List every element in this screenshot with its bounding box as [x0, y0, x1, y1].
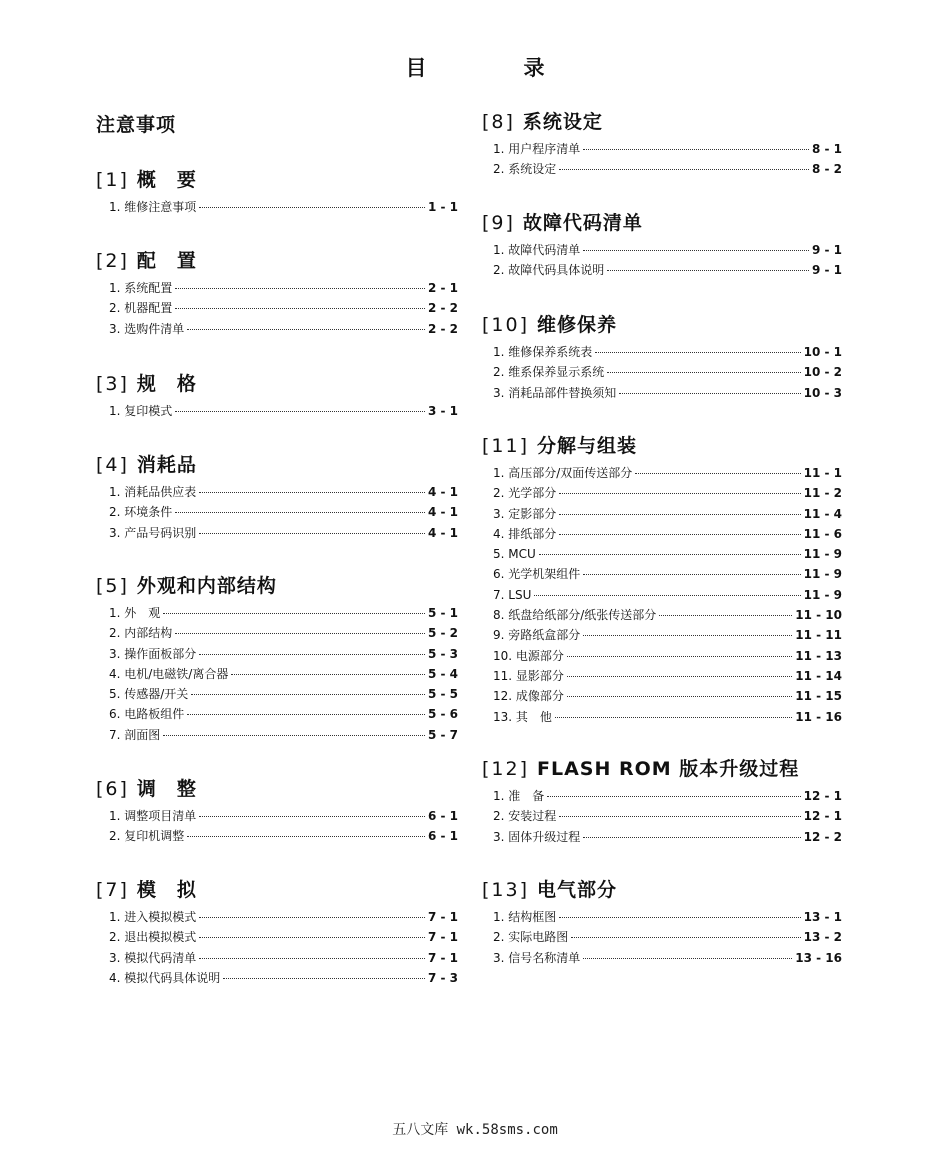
- toc-section: [482, 875, 842, 968]
- dot-leader: [539, 554, 801, 555]
- toc-entry[interactable]: [482, 362, 842, 382]
- dot-leader: [199, 958, 425, 959]
- dot-leader: [175, 288, 425, 289]
- section-heading: [482, 208, 842, 238]
- section-number: [3]: [96, 373, 129, 395]
- toc-entry-label: 1. 准 备: [493, 789, 545, 803]
- section-heading: [96, 875, 458, 905]
- section-heading: [482, 107, 842, 137]
- toc-entry[interactable]: [96, 968, 458, 988]
- section-number: [5]: [96, 575, 129, 597]
- toc-entry[interactable]: [482, 806, 842, 826]
- toc-entry-label: 2. 机器配置: [109, 301, 173, 316]
- dot-leader: [635, 473, 800, 474]
- toc-entry[interactable]: [482, 786, 842, 806]
- toc-entry[interactable]: [482, 646, 842, 666]
- toc-entry-page: 10 - 3: [803, 385, 842, 400]
- toc-entry-page: 6 - 1: [427, 829, 458, 844]
- toc-entry[interactable]: [96, 603, 458, 623]
- section-heading: [96, 571, 458, 601]
- section-title: 外观和内部结构: [136, 575, 277, 597]
- dot-leader: [567, 656, 792, 657]
- toc-entry[interactable]: [482, 139, 842, 159]
- toc-entry-label: 1. 维修注意事项: [109, 200, 197, 214]
- toc-entry-page: 2 - 2: [427, 321, 458, 336]
- dot-leader: [559, 816, 800, 817]
- toc-entry[interactable]: [96, 523, 458, 543]
- toc-entry-page: 5 - 4: [427, 666, 458, 681]
- section-title: 配 置: [136, 250, 197, 272]
- section-title: 维修保养: [537, 314, 618, 336]
- toc-entry[interactable]: [482, 159, 842, 179]
- dot-leader: [187, 329, 425, 330]
- section-heading: [96, 165, 458, 195]
- section-title: 调 整: [136, 778, 197, 800]
- toc-entry[interactable]: [482, 707, 842, 727]
- section-title: 概 要: [136, 169, 197, 191]
- toc-entry[interactable]: [482, 666, 842, 686]
- toc-entry[interactable]: [96, 482, 458, 502]
- dot-leader: [583, 149, 809, 150]
- dot-leader: [175, 308, 425, 309]
- toc-section: [482, 208, 842, 281]
- toc-entry[interactable]: [482, 342, 842, 362]
- dot-leader: [199, 207, 425, 208]
- toc-entry-page: 13 - 16: [795, 950, 842, 965]
- dot-leader: [223, 978, 425, 979]
- toc-entry-label: 1. 高压部分/双面传送部分: [493, 466, 633, 480]
- toc-entry-label: 1. 维修保养系统表: [493, 345, 593, 359]
- toc-entry-label: 9. 旁路纸盒部分: [493, 628, 581, 643]
- toc-entry[interactable]: [96, 684, 458, 704]
- toc-entry-page: 8 - 1: [811, 142, 842, 156]
- dot-leader: [175, 512, 425, 513]
- toc-entry[interactable]: [482, 544, 842, 564]
- toc-entry-label: 1. 结构框图: [493, 910, 557, 924]
- section-title: 模 拟: [136, 879, 197, 901]
- toc-entry-label: 7. 剖面图: [109, 727, 161, 742]
- toc-entry-page: 11 - 9: [803, 547, 842, 562]
- dot-leader: [187, 714, 425, 715]
- dot-leader: [583, 958, 792, 959]
- toc-entry-label: 3. 定影部分: [493, 506, 557, 521]
- toc-entry-page: 9 - 1: [811, 243, 842, 257]
- toc-entry-label: 2. 内部结构: [109, 626, 173, 641]
- toc-entry-page: 5 - 5: [427, 687, 458, 702]
- toc-entry[interactable]: [482, 827, 842, 847]
- section-heading: [96, 369, 458, 399]
- dot-leader: [559, 514, 800, 515]
- toc-entry-page: 5 - 2: [427, 626, 458, 641]
- section-heading: [96, 774, 458, 804]
- notice-heading: 注意事项: [96, 114, 177, 136]
- toc-entry-page: 11 - 9: [803, 567, 842, 582]
- toc-entry-page: 11 - 16: [795, 709, 842, 724]
- toc-entry[interactable]: [96, 623, 458, 643]
- section-heading: [96, 246, 458, 276]
- toc-entry-page: 11 - 15: [795, 689, 842, 704]
- section-title: 规 格: [136, 373, 197, 395]
- section-heading: [482, 310, 842, 340]
- toc-section: [96, 450, 458, 543]
- toc-entry-page: 11 - 14: [795, 668, 842, 683]
- dot-leader: [583, 250, 809, 251]
- toc-entry[interactable]: [96, 278, 458, 298]
- toc-entry[interactable]: [96, 664, 458, 684]
- toc-section: [482, 310, 842, 403]
- toc-entry-page: 4 - 1: [427, 525, 458, 540]
- toc-section: [96, 571, 458, 745]
- toc-entry-page: 13 - 2: [803, 930, 842, 945]
- toc-entry-page: 7 - 3: [427, 970, 458, 985]
- dot-leader: [163, 613, 425, 614]
- toc-entry-page: 11 - 10: [795, 608, 842, 623]
- dot-leader: [175, 411, 425, 412]
- section-title: 系统设定: [522, 111, 603, 133]
- toc-entry-label: 2. 环境条件: [109, 505, 173, 520]
- toc-entry[interactable]: [96, 197, 458, 217]
- section-number: [13]: [482, 879, 530, 901]
- dot-leader: [555, 717, 792, 718]
- toc-entry-page: 5 - 1: [427, 606, 458, 620]
- toc-entry-page: 5 - 3: [427, 646, 458, 661]
- dot-leader: [547, 796, 800, 797]
- toc-entry-label: 3. 固体升级过程: [493, 829, 581, 844]
- dot-leader: [571, 937, 800, 938]
- dot-leader: [534, 595, 800, 596]
- dot-leader: [199, 533, 425, 534]
- toc-entry-label: 2. 维系保养显示系统: [493, 365, 605, 380]
- toc-entry[interactable]: [96, 948, 458, 968]
- toc-entry-label: 1. 外 观: [109, 606, 161, 620]
- toc-entry-label: 8. 纸盘给纸部分/纸张传送部分: [493, 608, 657, 623]
- dot-leader: [567, 676, 792, 677]
- toc-entry-label: 3. 选购件清单: [109, 321, 185, 336]
- section-title: 电气部分: [537, 879, 618, 901]
- toc-entry[interactable]: [96, 725, 458, 745]
- toc-entry[interactable]: [96, 704, 458, 724]
- toc-entry-page: 4 - 1: [427, 505, 458, 520]
- section-heading: [482, 754, 842, 784]
- section-heading: [482, 431, 842, 461]
- toc-entry[interactable]: [96, 319, 458, 339]
- toc-entry-label: 13. 其 他: [493, 709, 552, 724]
- dot-leader: [199, 937, 425, 938]
- section-number: [11]: [482, 435, 530, 457]
- toc-entry-label: 2. 光学部分: [493, 486, 557, 501]
- section-title: 消耗品: [136, 454, 197, 476]
- dot-leader: [595, 352, 800, 353]
- toc-entry-page: 12 - 1: [803, 789, 842, 803]
- toc-entry[interactable]: [96, 826, 458, 846]
- toc-entry-page: 6 - 1: [427, 809, 458, 823]
- toc-entry-page: 7 - 1: [427, 910, 458, 924]
- toc-entry-label: 1. 进入模拟模式: [109, 910, 197, 924]
- toc-entry[interactable]: [96, 907, 458, 927]
- toc-section: [96, 165, 458, 217]
- dot-leader: [175, 633, 425, 634]
- toc-entry-page: 11 - 4: [803, 506, 842, 521]
- toc-entry-label: 3. 模拟代码清单: [109, 950, 197, 965]
- toc-entry-page: 3 - 1: [427, 404, 458, 418]
- toc-entry-label: 1. 用户程序清单: [493, 142, 581, 156]
- dot-leader: [559, 169, 809, 170]
- toc-entry[interactable]: [96, 502, 458, 522]
- toc-entry-page: 10 - 1: [803, 345, 842, 359]
- toc-entry-label: 5. 传感器/开关: [109, 687, 189, 702]
- toc-entry-page: 5 - 6: [427, 707, 458, 722]
- section-number: [8]: [482, 111, 515, 133]
- toc-section: [482, 431, 842, 727]
- toc-entry[interactable]: [482, 483, 842, 503]
- toc-entry-label: 1. 复印模式: [109, 404, 173, 418]
- dot-leader: [619, 393, 800, 394]
- toc-entry-label: 5. MCU: [493, 547, 536, 562]
- dot-leader: [199, 816, 425, 817]
- toc-entry[interactable]: [482, 585, 842, 605]
- section-title: FLASH ROM 版本升级过程: [537, 758, 800, 780]
- toc-entry-label: 4. 电机/电磁铁/离合器: [109, 666, 229, 681]
- toc-section: [96, 774, 458, 847]
- dot-leader: [163, 735, 425, 736]
- toc-entry-label: 4. 排纸部分: [493, 526, 557, 541]
- section-heading: [96, 450, 458, 480]
- toc-entry[interactable]: [482, 524, 842, 544]
- dot-leader: [199, 654, 425, 655]
- toc-entry[interactable]: [96, 644, 458, 664]
- dot-leader: [583, 837, 800, 838]
- toc-entry-label: 10. 电源部分: [493, 648, 564, 663]
- toc-entry[interactable]: [482, 907, 842, 927]
- toc-entry[interactable]: [482, 240, 842, 260]
- dot-leader: [231, 674, 425, 675]
- toc-entry-page: 7 - 1: [427, 950, 458, 965]
- toc-entry-label: 2. 退出模拟模式: [109, 930, 197, 945]
- toc-entry-page: 4 - 1: [427, 485, 458, 499]
- toc-entry-label: 1. 故障代码清单: [493, 243, 581, 257]
- toc-entry-label: 2. 系统设定: [493, 162, 557, 177]
- toc-entry-page: 5 - 7: [427, 727, 458, 742]
- toc-entry[interactable]: [482, 686, 842, 706]
- section-number: [4]: [96, 454, 129, 476]
- toc-section: [96, 369, 458, 421]
- dot-leader: [199, 917, 425, 918]
- toc-entry-label: 7. LSU: [493, 587, 532, 602]
- toc-section: [482, 754, 842, 847]
- toc-entry[interactable]: [482, 605, 842, 625]
- dot-leader: [659, 615, 792, 616]
- toc-entry-page: 9 - 1: [811, 263, 842, 278]
- section-number: [9]: [482, 212, 515, 234]
- toc-entry-page: 11 - 13: [795, 648, 842, 663]
- dot-leader: [607, 270, 809, 271]
- dot-leader: [187, 836, 425, 837]
- toc-entry-label: 2. 故障代码具体说明: [493, 263, 605, 278]
- toc-entry-label: 3. 消耗品部件替换须知: [493, 385, 617, 400]
- dot-leader: [567, 696, 792, 697]
- toc-entry[interactable]: [482, 625, 842, 645]
- toc-entry-label: 11. 显影部分: [493, 668, 564, 683]
- section-number: [7]: [96, 879, 129, 901]
- toc-entry[interactable]: [96, 298, 458, 318]
- toc-entry-label: 4. 模拟代码具体说明: [109, 970, 221, 985]
- section-number: [12]: [482, 758, 530, 780]
- toc-entry-label: 1. 系统配置: [109, 281, 173, 295]
- toc-entry-label: 3. 产品号码识别: [109, 525, 197, 540]
- toc-entry[interactable]: [482, 504, 842, 524]
- dot-leader: [559, 917, 800, 918]
- toc-entry[interactable]: [482, 927, 842, 947]
- toc-entry-label: 2. 复印机调整: [109, 829, 185, 844]
- toc-entry-page: 2 - 2: [427, 301, 458, 316]
- dot-leader: [559, 493, 800, 494]
- toc-entry-label: 3. 信号名称清单: [493, 950, 581, 965]
- toc-entry-page: 8 - 2: [811, 162, 842, 177]
- toc-entry-page: 12 - 1: [803, 809, 842, 824]
- toc-entry-label: 1. 调整项目清单: [109, 809, 197, 823]
- toc-entry[interactable]: [482, 260, 842, 280]
- toc-entry-page: 11 - 11: [795, 628, 842, 643]
- toc-entry-page: 2 - 1: [427, 281, 458, 295]
- toc-entry-page: 7 - 1: [427, 930, 458, 945]
- toc-entry[interactable]: [96, 401, 458, 421]
- toc-entry-label: 2. 实际电路图: [493, 930, 569, 945]
- toc-entry-page: 11 - 6: [803, 526, 842, 541]
- toc-section: [96, 246, 458, 339]
- toc-entry-page: 10 - 2: [803, 365, 842, 380]
- toc-entry-label: 3. 操作面板部分: [109, 646, 197, 661]
- toc-entry-label: 6. 电路板组件: [109, 707, 185, 722]
- toc-section: [482, 107, 842, 180]
- dot-leader: [559, 534, 800, 535]
- toc-entry-page: 13 - 1: [803, 910, 842, 924]
- toc-entry-label: 2. 安装过程: [493, 809, 557, 824]
- dot-leader: [607, 372, 800, 373]
- toc-entry[interactable]: [482, 383, 842, 403]
- toc-entry-label: 12. 成像部分: [493, 689, 564, 704]
- section-number: [6]: [96, 778, 129, 800]
- toc-section: [96, 875, 458, 988]
- footer-watermark: 五八文库 wk.58sms.com: [392, 1122, 558, 1138]
- toc-entry[interactable]: [96, 927, 458, 947]
- section-number: [1]: [96, 169, 129, 191]
- toc-entry-label: 6. 光学机架组件: [493, 567, 581, 582]
- toc-entry[interactable]: [482, 948, 842, 968]
- dot-leader: [583, 574, 800, 575]
- toc-entry-page: 1 - 1: [427, 200, 458, 214]
- toc-entry-page: 11 - 9: [803, 587, 842, 602]
- section-title: 故障代码清单: [522, 212, 643, 234]
- toc-entry[interactable]: [482, 463, 842, 483]
- toc-entry-label: 1. 消耗品供应表: [109, 485, 197, 499]
- toc-entry-page: 12 - 2: [803, 829, 842, 844]
- section-title: 分解与组装: [537, 435, 638, 457]
- section-heading: [482, 875, 842, 905]
- section-number: [10]: [482, 314, 530, 336]
- toc-entry[interactable]: [482, 564, 842, 584]
- toc-entry-page: 11 - 1: [803, 466, 842, 480]
- section-number: [2]: [96, 250, 129, 272]
- page-title: 目 录: [405, 56, 583, 80]
- toc-entry[interactable]: [96, 806, 458, 826]
- dot-leader: [191, 694, 425, 695]
- dot-leader: [583, 635, 792, 636]
- dot-leader: [199, 492, 425, 493]
- toc-entry-page: 11 - 2: [803, 486, 842, 501]
